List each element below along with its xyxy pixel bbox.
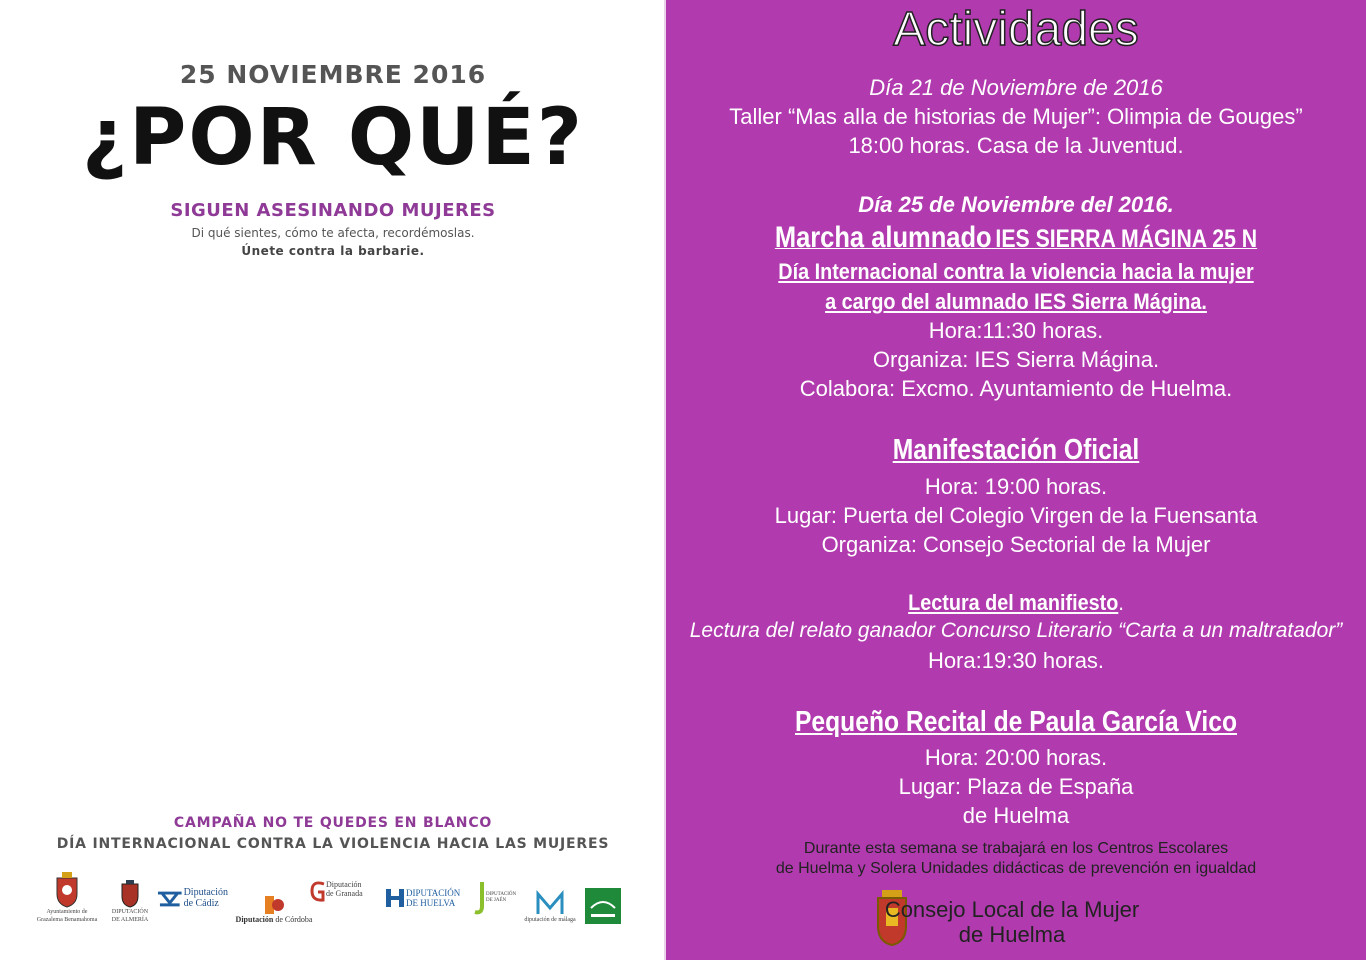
event1-line1: Taller “Mas alla de historias de Mujer”: Olimpia de Gouges” <box>729 104 1303 129</box>
logo-cordoba: Diputación de Córdoba <box>232 872 316 924</box>
note-line2: de Huelma y Solera Unidades didácticas de prevención en igualdad <box>775 860 1257 877</box>
event2-organiza: Organiza: IES Sierra Mágina. <box>872 347 1160 372</box>
event2-title-b: IES SIERRA MÁGINA 25 N <box>995 225 1258 253</box>
event5-lugar2: de Huelma <box>962 803 1070 828</box>
event4-title <box>701 590 1331 616</box>
event3-hora: Hora: 19:00 horas. <box>924 474 1108 499</box>
event3-lugar: Lugar: Puerta del Colegio Virgen de la Fuensanta <box>774 503 1258 528</box>
event2-hora: Hora:11:30 horas. <box>928 318 1104 343</box>
activities-title: Actividades <box>893 3 1139 56</box>
logo-almeria: DIPUTACIÓN DE ALMERÍA <box>110 872 150 924</box>
poster-line2: Únete contra la barbarie. <box>241 244 425 258</box>
event4-title-dot: . <box>1118 590 1124 615</box>
logo-granada: Diputación de Granada <box>310 872 374 924</box>
campaign-title: CAMPAÑA NO TE QUEDES EN BLANCO <box>173 815 493 831</box>
jaen-logo-icon <box>472 880 486 916</box>
event5-lugar: Lugar: Plaza de España <box>898 774 1134 799</box>
event4-title-text: Lectura del manifiesto <box>908 590 1119 615</box>
poster-headline: ¿POR QUÉ? <box>81 93 585 183</box>
coat-of-arms-icon <box>54 872 80 908</box>
event2-title <box>719 221 1314 255</box>
logo-jaen: DIPUTACIÓN DE JAÉN <box>472 872 520 924</box>
event4-hora: Hora:19:30 horas. <box>927 648 1105 673</box>
org-line2: de Huelma <box>958 922 1066 947</box>
shield-icon <box>120 880 140 908</box>
event3-organiza: Organiza: Consejo Sectorial de la Mujer <box>821 532 1211 557</box>
poster-subhead: SIGUEN ASESINANDO MUJERES <box>170 200 496 221</box>
event3-title: Manifestación Oficial <box>892 434 1140 466</box>
event5-title: Pequeño Recital de Paula García Vico <box>794 706 1238 738</box>
activities-panel <box>666 0 1366 960</box>
sponsor-logos <box>28 872 628 924</box>
logo-cadiz: Diputación de Cádiz <box>156 872 228 924</box>
left-poster <box>0 0 666 960</box>
event4-line: Lectura del relato ganador Concurso Literario “Carta a un maltratador” <box>689 619 1343 642</box>
wave-logo-icon <box>156 887 184 909</box>
granada-logo-icon <box>310 880 326 902</box>
note-line1: Durante esta semana se trabajará en los Centros Escolares <box>803 840 1229 857</box>
event5-hora: Hora: 20:00 horas. <box>924 745 1108 770</box>
event1-line2: 18:00 horas. Casa de la Juventud. <box>848 133 1184 158</box>
org-line1: Consejo Local de la Mujer <box>884 897 1140 922</box>
logo-sevilla <box>584 872 622 924</box>
event1-date: Día 21 de Noviembre de 2016 <box>869 75 1163 100</box>
event2-date: Día 25 de Noviembre del 2016. <box>858 192 1174 217</box>
poster-line1: Di qué sientes, cómo te afecta, recordémoslas. <box>191 226 475 240</box>
logo-huelva: DIPUTACIÓN DE HUELVA <box>384 872 464 924</box>
malaga-logo-icon <box>535 890 565 916</box>
event2-colabora: Colabora: Excmo. Ayuntamiento de Huelma. <box>799 376 1233 401</box>
event2-sub2: a cargo del alumnado IES Sierra Mágina. <box>825 289 1207 314</box>
event2-sub1: Día Internacional contra la violencia hacia la mujer <box>778 259 1254 284</box>
poster-date: 25 NOVIEMBRE 2016 <box>179 60 487 89</box>
campaign-day: DÍA INTERNACIONAL CONTRA LA VIOLENCIA HACIA LAS MUJERES <box>56 836 610 852</box>
huelva-logo-icon <box>384 887 406 909</box>
logo-grazalema: Ayuntamiento de Grazalema Benamahoma <box>28 872 106 924</box>
logo-malaga: diputación de málaga <box>522 872 578 924</box>
cordoba-logo-icon <box>263 894 285 916</box>
event2-title-a: Marcha alumnado <box>774 221 992 254</box>
sevilla-logo-icon <box>585 888 621 924</box>
